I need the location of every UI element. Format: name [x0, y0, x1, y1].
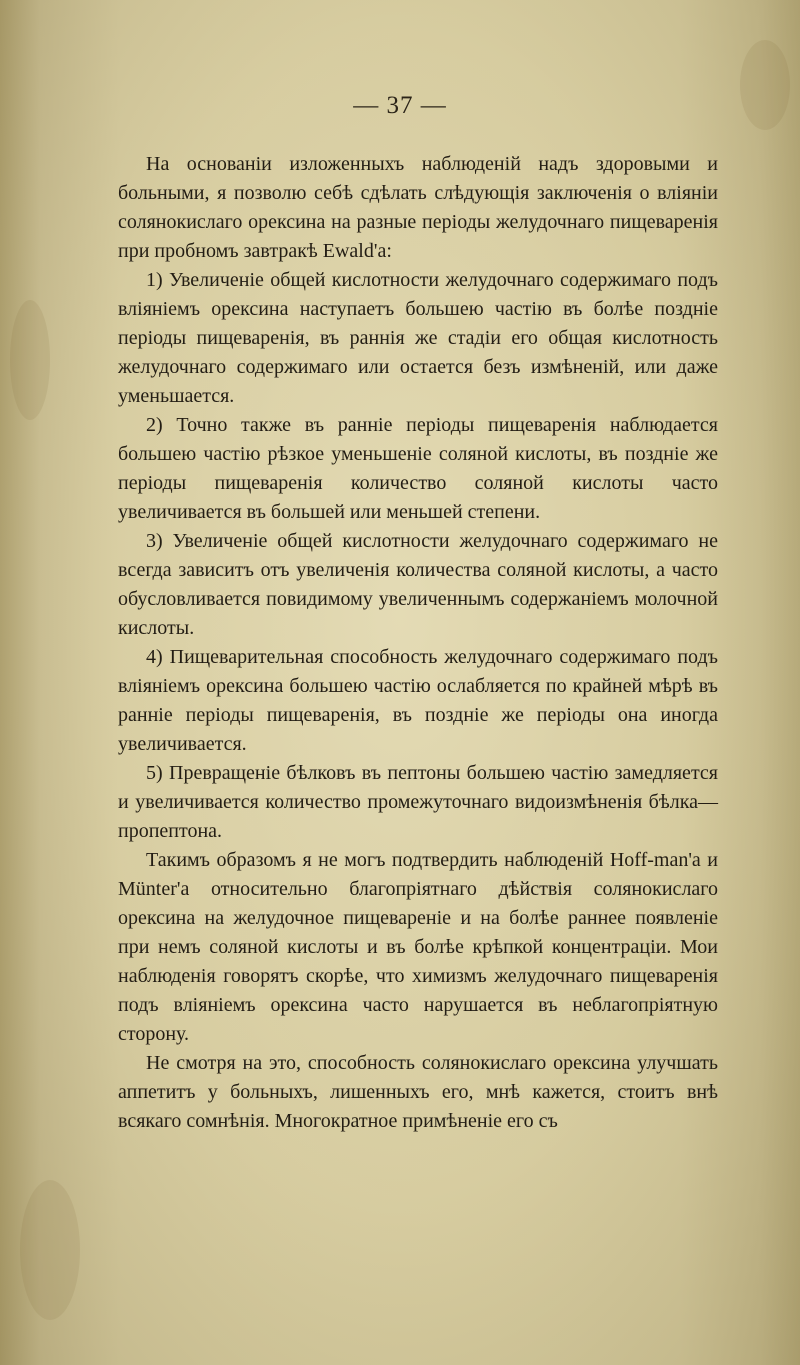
paper-stain	[20, 1180, 80, 1320]
paragraph-appetite: Не смотря на это, способность солянокислаго орексина улучшать аппетитъ у больныхъ, лишенныхъ его, мнѣ кажется, стоитъ внѣ всякаго сомнѣнія. Многократное примѣненіе его съ	[118, 1052, 718, 1132]
paragraph-conclusion-2: 2) Точно также въ ранніе періоды пищеваренія наблюдается большею частію рѣзкое уменьшеніе соляной кислоты, въ поздніе же періоды пищеваренія количество соляной кислоты часто увеличивается въ большей или меньшей степени.	[118, 414, 718, 523]
paragraph-conclusion-3: 3) Увеличеніе общей кислотности желудочнаго содержимаго не всегда зависитъ отъ увеличенія количества соляной кислоты, а часто обусловливается повидимому увеличеннымъ содержаніемъ молочной кислоты.	[118, 530, 718, 639]
paragraph-intro: На основаніи изложенныхъ наблюденій надъ здоровыми и больными, я позволю себѣ сдѣлать слѣдующія заключенія о вліяніи солянокислаго орексина на разные періоды желудочнаго пищеваренія при пробномъ завтракѣ Ewald'а:	[118, 153, 718, 262]
paragraph-conclusion-5: 5) Превращеніе бѣлковъ въ пептоны большею частію замедляется и увеличивается количество промежуточнаго видоизмѣненія бѣлка—пропептона.	[118, 762, 718, 842]
paragraph-summary: Такимъ образомъ я не могъ подтвердить наблюденій Hoff-man'а и Münter'а относительно благопріятнаго дѣйствія солянокислаго орексина на желудочное пищевареніе и на болѣе раннее появленіе при немъ соляной кислоты и въ болѣе крѣпкой концентраціи. Мои наблюденія говорятъ скорѣе, что химизмъ желудочнаго пищеваренія подъ вліяніемъ орексина часто нарушается въ неблагопріятную сторону.	[118, 849, 718, 1045]
paragraph-conclusion-1: 1) Увеличеніе общей кислотности желудочнаго содержимаго подъ вліяніемъ орексина наступаетъ большею частію въ болѣе поздніе періоды пищеваренія, въ раннія же стадіи его общая кислотность желудочнаго содержимаго или остается безъ измѣненій, или даже уменьшается.	[118, 269, 718, 407]
page-number: — 37 —	[353, 92, 447, 119]
body-text	[118, 150, 718, 1136]
paragraph-conclusion-4: 4) Пищеварительная способность желудочнаго содержимаго подъ вліяніемъ орексина большею частію ослабляется по крайней мѣрѣ въ ранніе періоды пищеваренія, въ поздніе же періоды она иногда увеличивается.	[118, 646, 718, 755]
paper-stain	[10, 300, 50, 420]
